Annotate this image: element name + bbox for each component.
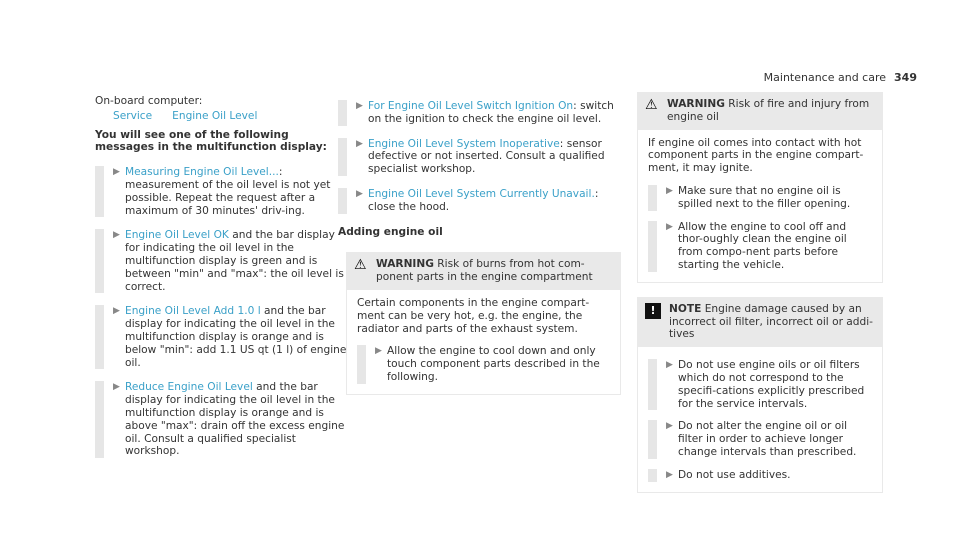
step-bar bbox=[648, 221, 657, 272]
message-explanation: : sensor defective or not inserted. Consult a qualified specialist workshop. bbox=[368, 137, 605, 176]
step-bar bbox=[648, 359, 657, 410]
display-message: Measuring Engine Oil Level... bbox=[125, 166, 279, 179]
display-message: Engine Oil Level OK bbox=[125, 229, 229, 242]
step-bar bbox=[648, 469, 657, 482]
note-header bbox=[637, 297, 883, 347]
column-1 bbox=[95, 95, 350, 458]
list-item bbox=[648, 359, 872, 410]
step-bar bbox=[648, 420, 657, 458]
list-item-text: Do not use engine oils or oil filters which do not correspond to the specifi-cations explicitly prescribed for the service intervals. bbox=[678, 359, 865, 410]
page-header bbox=[764, 72, 917, 85]
arrow-right-icon: ▶ bbox=[113, 167, 120, 178]
note-label: NOTE bbox=[669, 302, 702, 315]
list-item-text bbox=[125, 305, 350, 369]
warning-body-text: Certain components in the engine compart-ment can be very hot, e.g. the engine, the radiator and parts of the exhaust system. bbox=[357, 296, 590, 335]
warning-title-text: Risk of burns from hot com-ponent parts in the engine compartment bbox=[376, 258, 593, 284]
list-item bbox=[357, 345, 610, 383]
arrow-right-icon: ▶ bbox=[356, 188, 363, 199]
note-body bbox=[637, 347, 883, 492]
list-item bbox=[338, 100, 621, 126]
warning-header bbox=[346, 252, 621, 290]
warning-header bbox=[637, 92, 883, 130]
note-title-text: Engine damage caused by an incorrect oil filter, incorrect oil or addi-tives bbox=[669, 302, 873, 341]
display-message: For Engine Oil Level Switch Ignition On bbox=[368, 100, 574, 112]
intro-text: On-board computer: bbox=[95, 95, 203, 107]
arrow-right-icon: ▶ bbox=[356, 138, 363, 149]
step-bar bbox=[338, 138, 347, 176]
message-explanation: and the bar display for indicating the oil level in the multifunction display is green and is between "min" and "max": the oil level is correct. bbox=[125, 229, 344, 293]
arrow-right-icon: ▶ bbox=[113, 306, 120, 317]
warning-title bbox=[376, 258, 613, 284]
list-item bbox=[648, 221, 872, 272]
warning-triangle-icon: ⚠ bbox=[354, 257, 367, 274]
list-item-text bbox=[125, 166, 350, 217]
warning-body bbox=[346, 290, 621, 395]
note-title bbox=[669, 303, 875, 341]
list-item-text: Allow the engine to cool off and thor-oughly clean the engine oil from compo-nent parts before starting the vehicle. bbox=[678, 220, 847, 271]
warning-body-text: If engine oil comes into contact with hot component parts in the engine compart-ment, it may ignite. bbox=[648, 136, 864, 175]
list-item-text bbox=[125, 229, 350, 293]
step-bar bbox=[357, 345, 366, 383]
arrow-right-icon: ▶ bbox=[375, 346, 382, 357]
message-explanation: and the bar display for indicating the oil level in the multifunction display is orange and is below "min": add 1.1 US qt (1 l) of engine oil. bbox=[125, 305, 347, 369]
note-box bbox=[637, 297, 883, 493]
list-item-text bbox=[125, 381, 350, 458]
arrow-right-icon: ▶ bbox=[113, 382, 120, 393]
warning-title bbox=[667, 98, 875, 124]
fire-warning-box bbox=[637, 92, 883, 283]
display-message: Engine Oil Level System Inoperative bbox=[368, 137, 560, 150]
step-bar bbox=[95, 381, 104, 458]
arrow-right-icon: ▶ bbox=[666, 421, 673, 432]
menu-engine-oil-level: Engine Oil Level bbox=[172, 109, 258, 122]
step-bar bbox=[338, 188, 347, 214]
arrow-right-icon: ▶ bbox=[666, 469, 673, 480]
display-message: Engine Oil Level System Currently Unavail. bbox=[368, 187, 595, 200]
warning-label: WARNING bbox=[667, 98, 725, 110]
warning-label: WARNING bbox=[376, 258, 434, 271]
list-item-text bbox=[368, 100, 621, 126]
message-explanation: : measurement of the oil level is not yet possible. Repeat the request after a maximum of 30 minutes' driv-ing. bbox=[125, 166, 331, 217]
message-explanation: : switch on the ignition to check the engine oil level. bbox=[368, 100, 614, 125]
list-item-text bbox=[368, 188, 621, 214]
list-item bbox=[338, 138, 621, 176]
warning-box bbox=[346, 252, 621, 394]
step-bar bbox=[95, 166, 104, 217]
step-bar bbox=[95, 229, 104, 293]
message-explanation: and the bar display for indicating the oil level in the multifunction display is orange and is above "max": drain off the excess engine oil. Consult a qualified specialist workshop. bbox=[125, 381, 345, 458]
warning-title-text: Risk of fire and injury from engine oil bbox=[667, 98, 870, 123]
step-bar bbox=[648, 185, 657, 211]
list-item bbox=[648, 185, 872, 211]
list-item bbox=[95, 305, 350, 369]
list-item bbox=[338, 188, 621, 214]
page-number: 349 bbox=[894, 71, 917, 84]
menu-path bbox=[95, 110, 350, 123]
list-item bbox=[95, 381, 350, 458]
display-message: Engine Oil Level Add 1.0 l bbox=[125, 305, 261, 318]
arrow-right-icon: ▶ bbox=[666, 221, 673, 232]
list-item-text: Allow the engine to cool down and only touch component parts described in the following. bbox=[387, 345, 600, 383]
adding-oil-title: Adding engine oil bbox=[338, 225, 443, 238]
message-explanation: : close the hood. bbox=[368, 187, 599, 213]
display-message: Reduce Engine Oil Level bbox=[125, 381, 253, 394]
list-item bbox=[648, 420, 872, 458]
list-item bbox=[648, 469, 872, 482]
list-item bbox=[95, 166, 350, 217]
arrow-right-icon: ▶ bbox=[113, 230, 120, 241]
warning-triangle-icon: ⚠ bbox=[645, 97, 658, 113]
list-item-text: Do not use additives. bbox=[678, 468, 791, 481]
column-3 bbox=[637, 92, 883, 493]
section-title-header: Maintenance and care bbox=[763, 71, 887, 84]
arrow-right-icon: ▶ bbox=[666, 185, 673, 196]
arrow-right-icon: ▶ bbox=[356, 101, 363, 111]
step-bar bbox=[338, 100, 347, 126]
menu-service: Service bbox=[113, 109, 153, 122]
column-2 bbox=[338, 92, 621, 395]
list-item bbox=[95, 229, 350, 293]
messages-heading: You will see one of the following messages in the multifunction display: bbox=[95, 128, 327, 154]
list-item-text: Make sure that no engine oil is spilled next to the filler opening. bbox=[678, 184, 851, 210]
warning-body bbox=[637, 130, 883, 283]
step-bar bbox=[95, 305, 104, 369]
exclamation-icon: ! bbox=[645, 303, 661, 319]
arrow-right-icon: ▶ bbox=[666, 360, 673, 371]
list-item-text: Do not alter the engine oil or oil filter in order to achieve longer change intervals than prescribed. bbox=[678, 420, 857, 458]
list-item-text bbox=[368, 138, 621, 176]
